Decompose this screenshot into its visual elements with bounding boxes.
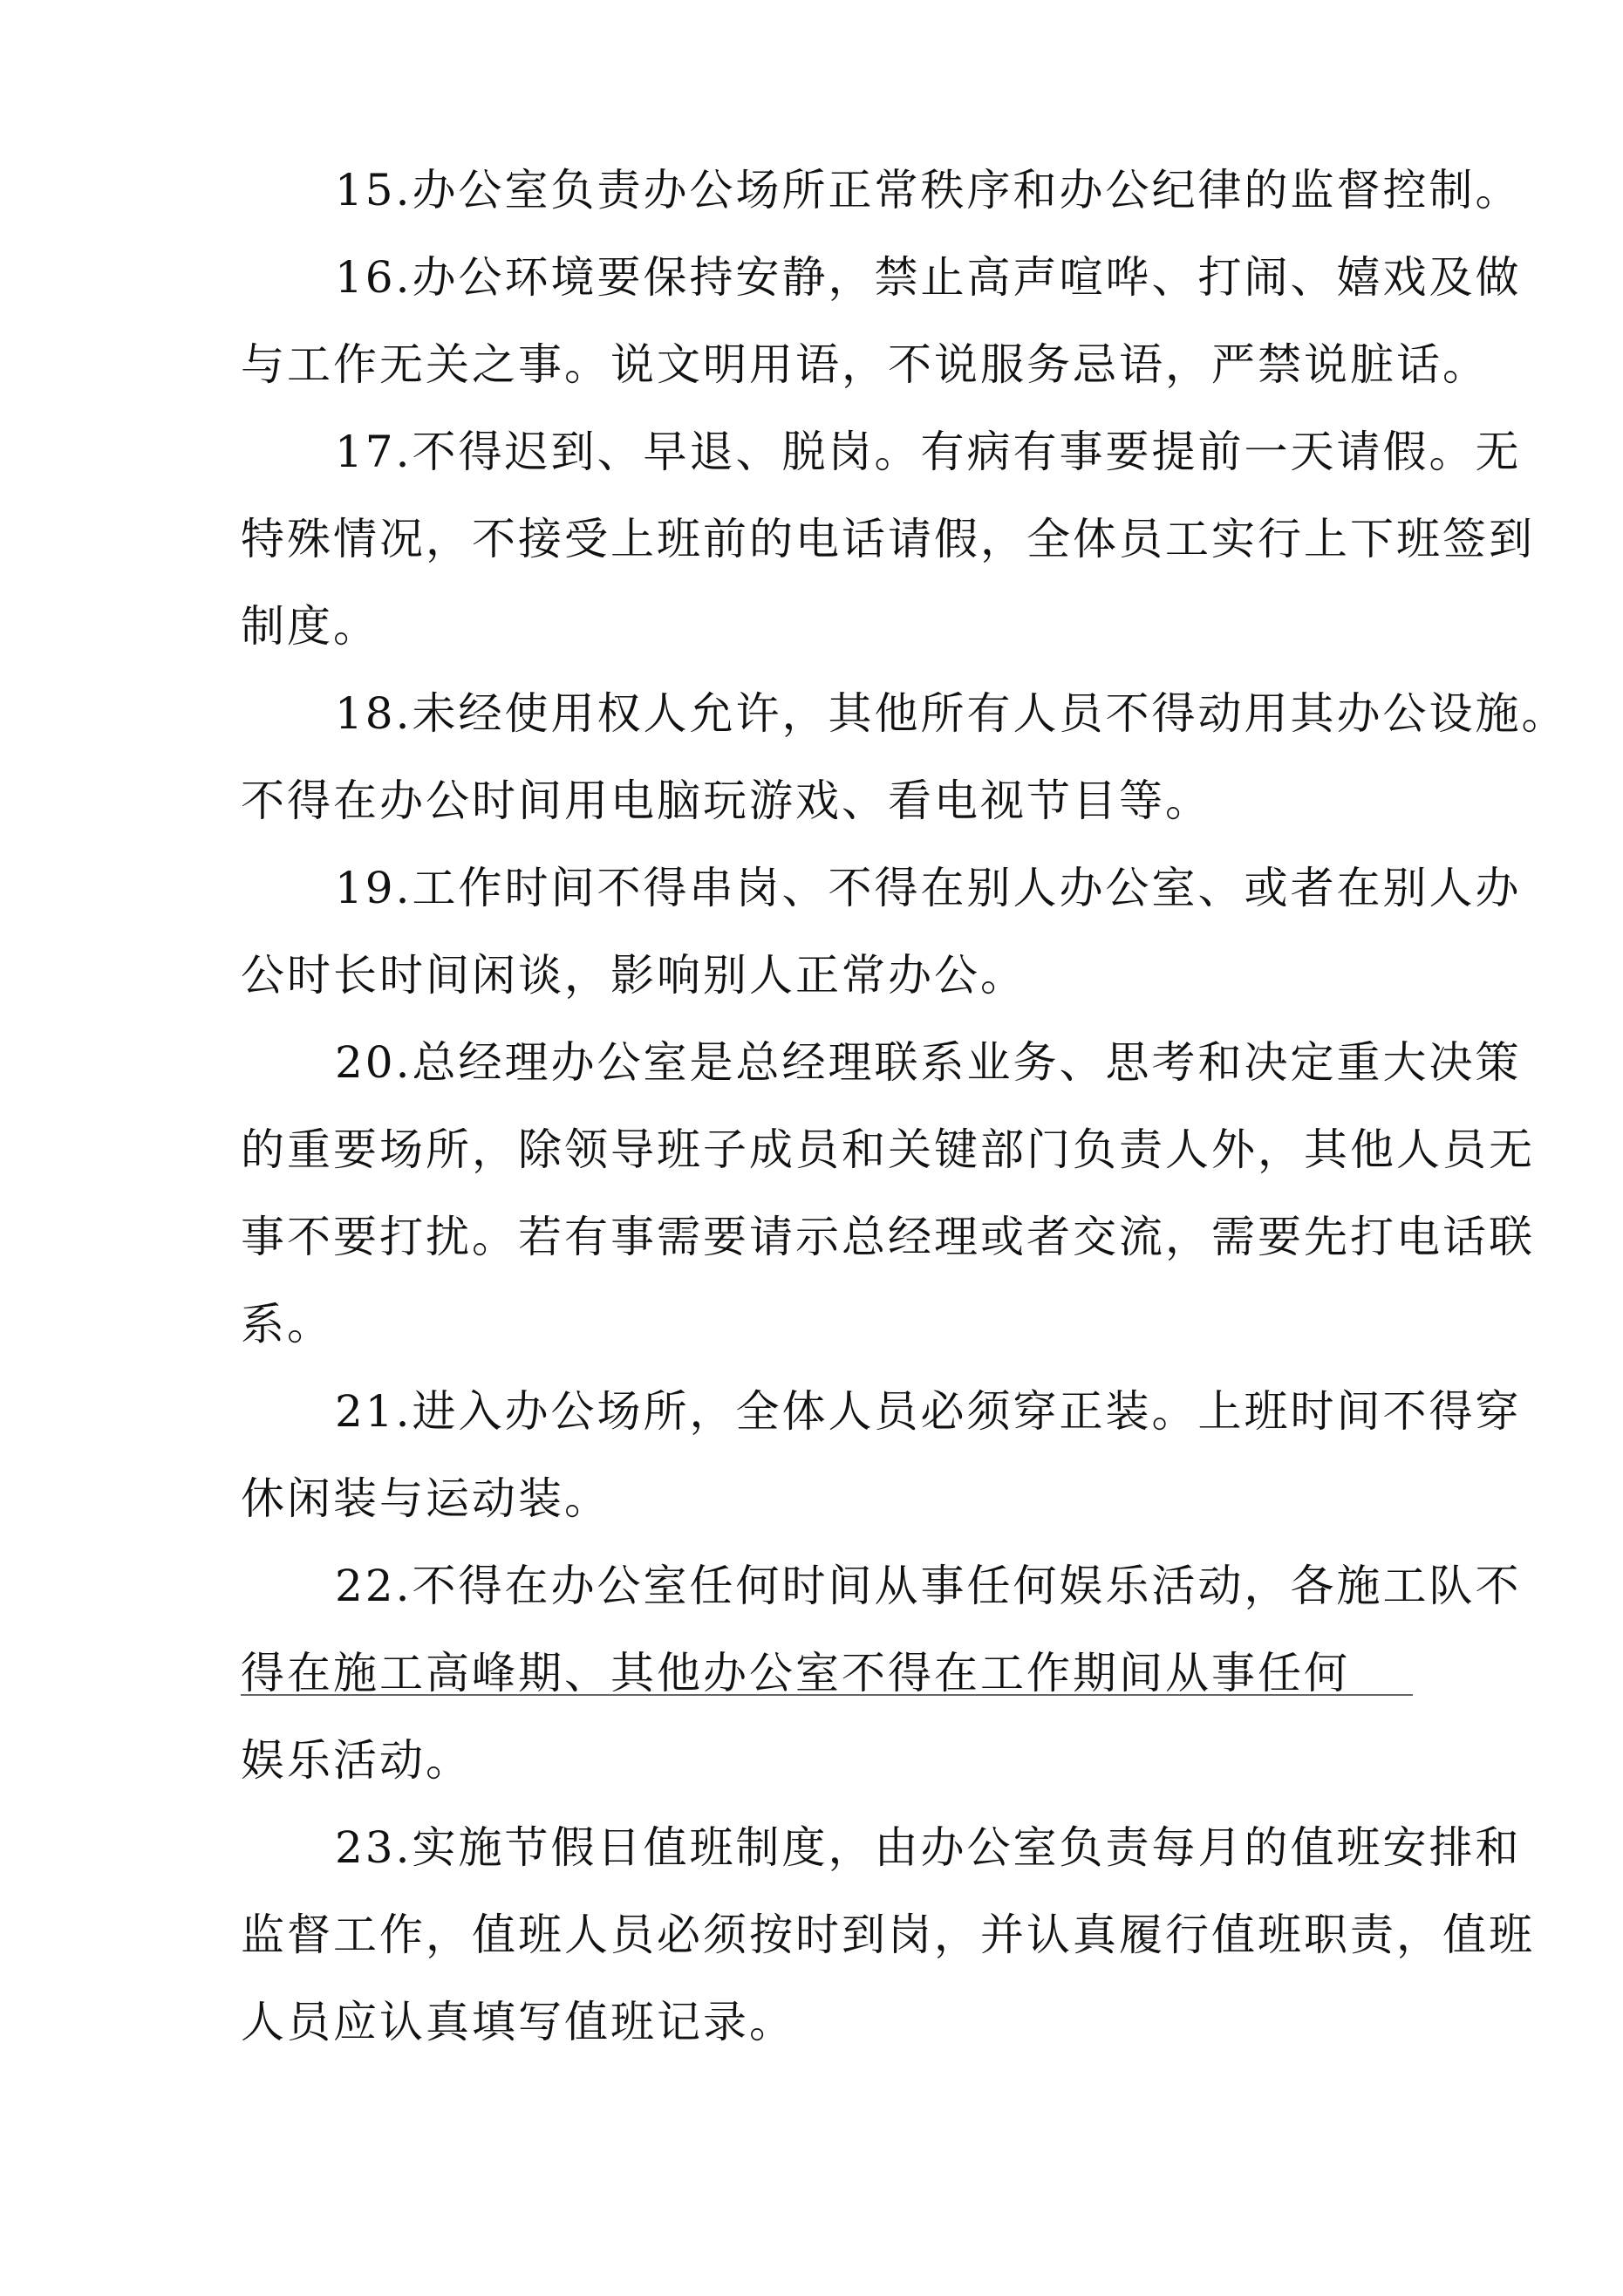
text-line: 19.工作时间不得串岗、不得在别人办公室、或者在别人办: [335, 863, 1522, 913]
text-line: 娱乐活动。: [241, 1735, 472, 1786]
text-line: 与工作无关之事。说文明用语，不说服务忌语，严禁说脏话。: [241, 339, 1489, 390]
text-line: 制度。: [241, 601, 379, 652]
text-line: 21.进入办公场所，全体人员必须穿正装。上班时间不得穿: [335, 1386, 1522, 1437]
text-line: 系。: [241, 1299, 333, 1350]
rules-text-lower: [241, 1717, 1535, 2066]
text-line: 17.不得迟到、早退、脱岗。有病有事要提前一天请假。无: [335, 427, 1522, 477]
text-line: 人员应认真填写值班记录。: [241, 1997, 795, 2047]
text-line: 23.实施节假日值班制度，由办公室负责每月的值班安排和: [335, 1822, 1522, 1873]
text-line: 特殊情况，不接受上班前的电话请假，全体员工实行上下班签到: [241, 514, 1535, 564]
text-line: 22.不得在办公室任何时间从事任何娱乐活动，各施工队不: [335, 1561, 1522, 1611]
text-line: 不得在办公时间用电脑玩游戏、看电视节目等。: [241, 776, 1211, 826]
document-page-lower: [241, 1717, 1535, 2066]
text-line: 的重要场所，除领导班子成员和关键部门负责人外，其他人员无: [241, 1124, 1535, 1175]
text-line: 16.办公环境要保持安静，禁止高声喧哗、打闹、嬉戏及做: [335, 252, 1522, 303]
text-line: 20.总经理办公室是总经理联系业务、思考和决定重大决策: [335, 1037, 1522, 1088]
document-page-upper: [241, 147, 1568, 1717]
rules-text-upper: [241, 147, 1568, 1717]
text-line: 事不要打扰。若有事需要请示总经理或者交流，需要先打电话联: [241, 1212, 1535, 1262]
text-line: 公时长时间闲谈，影响别人正常办公。: [241, 950, 1026, 1001]
text-line: 监督工作，值班人员必须按时到岗，并认真履行值班职责，值班: [241, 1910, 1535, 1960]
text-line: 得在施工高峰期、其他办公室不得在工作期间从事任何: [241, 1648, 1350, 1698]
page-divider: [241, 1694, 1413, 1696]
text-line: 18.未经使用权人允许，其他所有人员不得动用其办公设施。: [335, 688, 1568, 739]
text-line: 15.办公室负责办公场所正常秩序和办公纪律的监督控制。: [335, 165, 1522, 215]
text-line: 休闲装与运动装。: [241, 1473, 610, 1524]
